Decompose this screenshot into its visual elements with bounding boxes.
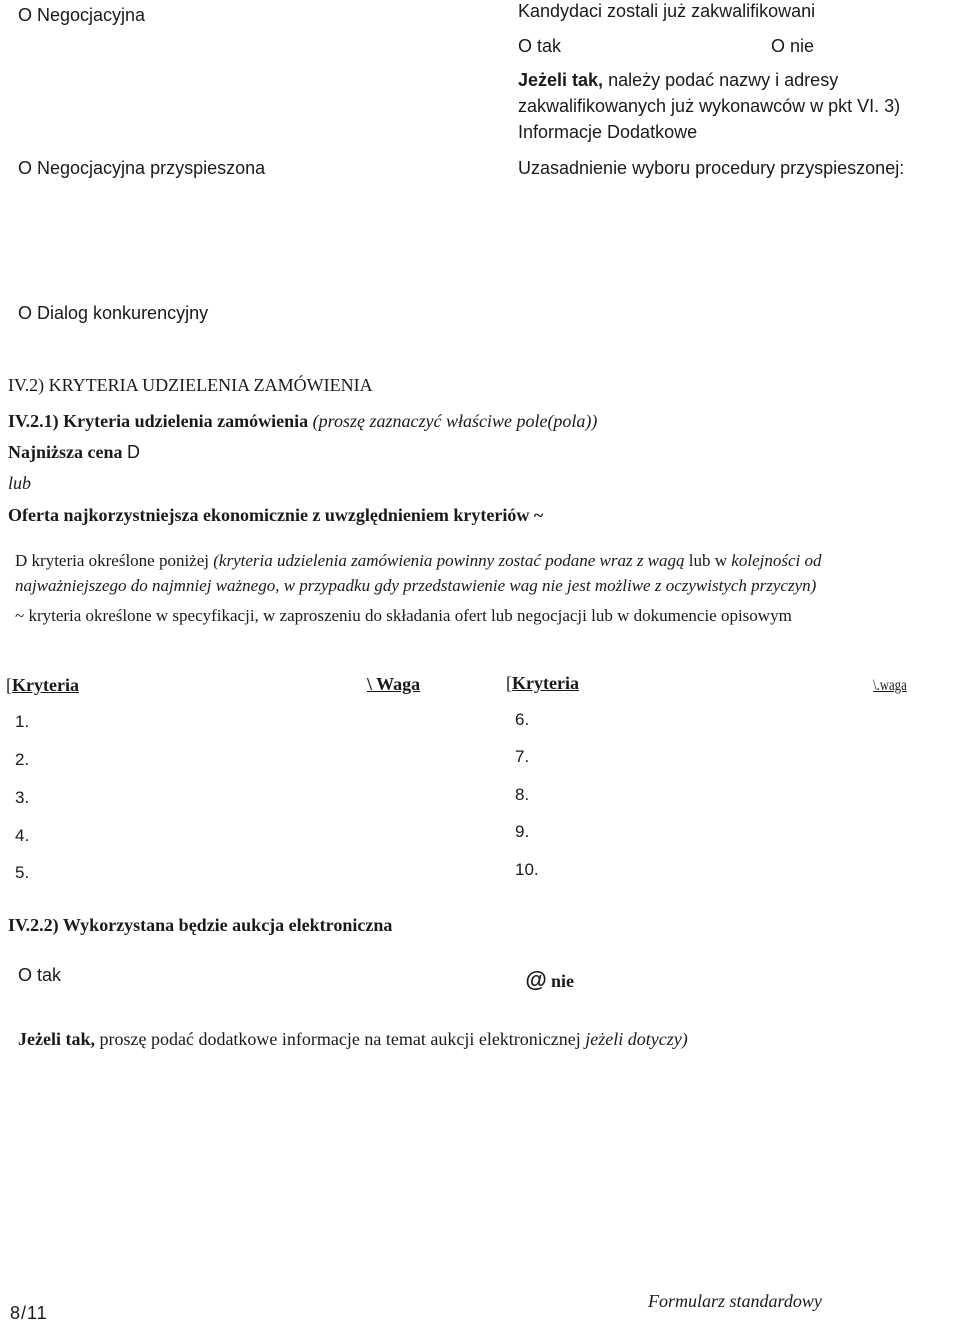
option-tak[interactable]: O tak [518,36,562,56]
form-name: Formularz standardowy [648,1291,822,1311]
candidates-qualified-label: Kandydaci zostali już zakwalifikowani [518,1,816,21]
criteria-below-italic2: kolejności od [731,551,822,570]
option-nie[interactable]: O nie [771,36,815,56]
criteria-below-w: w [710,551,732,570]
option-competitive-dialogue[interactable]: O Dialog konkurencyjny [18,303,209,323]
criteria-row-left: 3. [15,788,30,807]
criteria-row-right: 6. [515,710,530,729]
criteria-row-right: 8. [515,785,530,804]
section-iv2-heading: IV.2) KRYTERIA UDZIELENIA ZAMÓWIENIA [8,375,373,395]
criteria-right-header-label: Kryteria [512,673,579,693]
weight-right-header: \.waga [873,677,907,694]
auction-info-line [18,1029,688,1050]
most-advantageous-option[interactable]: Oferta najkorzystniejsza ekonomicznie z uwzględnieniem kryteriów ~ [8,505,544,525]
criteria-left-header: [Kryteria [6,675,79,695]
justification-label: Uzasadnienie wyboru procedury przyspieszonej: [518,158,905,178]
criteria-right-header: [Kryteria [506,673,579,693]
auction-if-yes-text: proszę podać dodatkowe informacje na temat aukcji elektronicznej [94,1029,586,1049]
criteria-row-right: 7. [515,747,530,766]
lowest-price-label: Najniższa cena [8,442,123,462]
criteria-below-line2: najważniejszego do najmniej ważnego, w przypadku gdy przedstawienie wag nie jest możliwe z oczywistych przyczyn) [15,576,817,595]
criteria-below-italic1: (kryteria udzielenia zamówienia powinny zostać podane wraz z wagą [213,551,689,570]
qualified-info-line2: zakwalifikowanych już wykonawców w pkt VI. 3) [518,96,901,116]
criteria-spec-option[interactable]: ~ kryteria określone w specyfikacji, w zaproszeniu do składania ofert lub negocjacji lub w dokumencie opisowym [15,606,792,625]
criteria-row-right: 9. [515,822,530,841]
criteria-row-left: 4. [15,826,30,845]
lowest-price-row [8,442,140,463]
criteria-row-left: 1. [15,712,30,731]
option-negotiated-accelerated[interactable]: O Negocjacyjna przyspieszona [18,158,266,178]
qualified-info-line1 [518,70,838,91]
or-label: lub [8,473,32,493]
criteria-row-left: 5. [15,863,30,882]
section-iv21-heading [8,411,597,432]
auction-option-tak[interactable]: O tak [18,965,62,985]
selected-radio-icon: @ [525,967,547,992]
criteria-row-left: 2. [15,750,30,769]
option-negotiated[interactable]: O Negocjacyjna [18,5,146,25]
criteria-row-right: 10. [515,860,539,879]
section-iv22-heading: IV.2.2) Wykorzystana będzie aukcja elektroniczna [8,915,393,935]
page-number: 8/11 [10,1303,48,1323]
section-iv21-instruction: (proszę zaznaczyć właściwe pole(pola)) [308,411,598,431]
criteria-below-lub: lub [688,551,711,570]
qualified-info-line3: Informacje Dodatkowe [518,122,698,142]
criteria-below-line1[interactable] [15,551,821,571]
lowest-price-checkbox[interactable]: D [126,442,140,462]
auction-option-nie-label: nie [550,971,574,991]
auction-option-nie[interactable] [525,967,574,993]
auction-if-yes-italic: jeżeli dotyczy) [585,1029,688,1049]
criteria-below-prefix: D kryteria określone poniżej [15,551,214,570]
section-iv21-title: IV.2.1) Kryteria udzielenia zamówienia [8,411,309,431]
weight-left-header: \ Waga [367,674,421,694]
criteria-left-header-label: Kryteria [12,675,79,695]
auction-if-yes-bold: Jeżeli tak, [18,1029,95,1049]
if-yes-text: należy podać nazwy i adresy [603,70,839,90]
if-yes-bold: Jeżeli tak, [518,70,604,90]
